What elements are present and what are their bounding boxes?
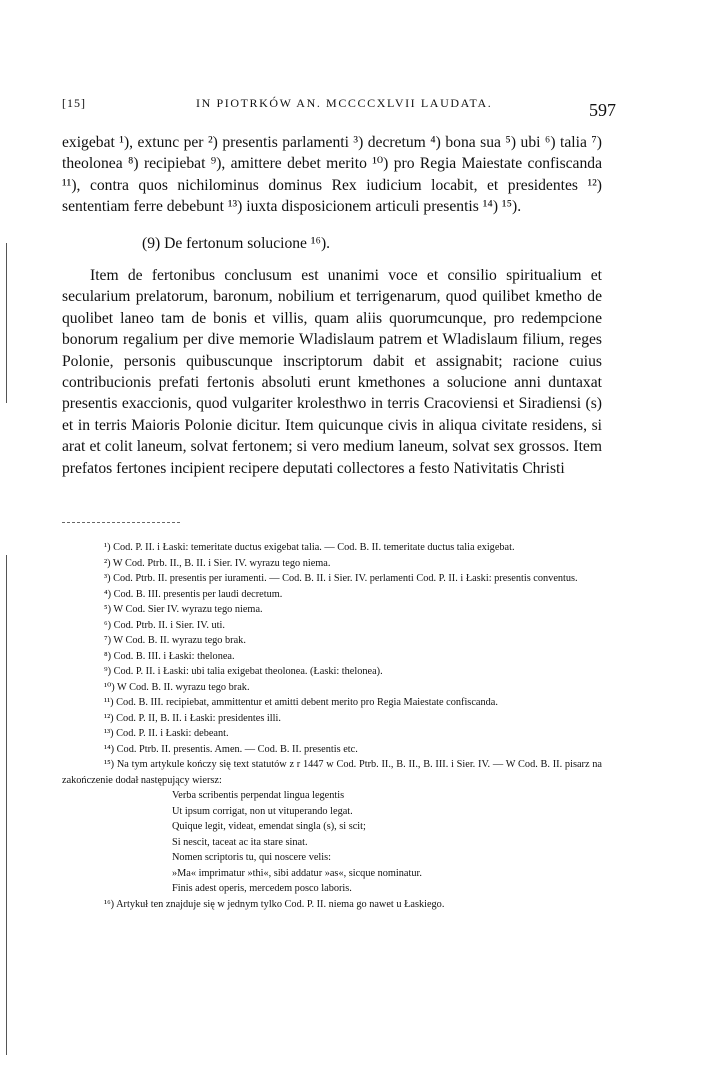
footnote: ¹³) Cod. P. II. i Łaski: debeant. xyxy=(104,728,229,739)
page-number: 597 xyxy=(589,100,616,120)
verse-line: Ut ipsum corrigat, non ut vituperando legat. xyxy=(172,805,353,817)
running-header xyxy=(62,92,618,122)
verse-line: Quique legit, videat, emendat singla (s), si scit; xyxy=(172,821,366,832)
footnote: ¹) Cod. P. II. i Łaski: temeritate ductus exigebat talia. — Cod. B. II. temeritate ductus talia exigebat. xyxy=(104,542,515,553)
verse-line: Verba scribentis perpendat lingua legentis xyxy=(172,790,345,801)
verse-line: Nomen scriptoris tu, qui noscere velis: xyxy=(172,852,331,863)
footnote: ⁸) Cod. B. III. i Łaski: thelonea. xyxy=(104,650,235,662)
verse-line: Si nescit, taceat ac ita stare sinat. xyxy=(172,836,308,848)
footnote: ¹⁶) Artykuł ten znajduje się w jednym tylko Cod. P. II. niema go nawet u Łaskiego. xyxy=(104,898,445,910)
verse-block xyxy=(62,788,602,897)
section-number: [15] xyxy=(62,96,86,110)
section-heading: (9) De fertonum solucione ¹⁶). xyxy=(142,234,331,252)
footnote: ³) Cod. Ptrb. II. presentis per iuramenti. — Cod. B. II. i Sier. IV. perlamenti Cod. P. II. i Łaski: presentis conventus. xyxy=(104,573,578,584)
body-text xyxy=(62,132,602,479)
footnotes xyxy=(62,540,602,912)
footnote: ¹⁵) Na tym artykule kończy się text statutów z r 1447 w Cod. Ptrb. II., B. II., B. III. i Sier. IV. — W Cod. B. II. pisarz na zakończenie dodał następujący wiersz: xyxy=(62,759,602,786)
footnote-separator xyxy=(62,522,180,523)
margin-rule-upper xyxy=(6,243,7,403)
footnote: ⁴) Cod. B. III. presentis per laudi decretum. xyxy=(104,588,283,600)
footnote: ¹⁰) W Cod. B. II. wyrazu tego brak. xyxy=(104,681,250,693)
footnote: ⁷) W Cod. B. II. wyrazu tego brak. xyxy=(104,635,246,646)
footnote: ¹²) Cod. P. II, B. II. i Łaski: presidentes illi. xyxy=(104,712,281,724)
intro-paragraph: exigebat ¹), extunc per ²) presentis parlamenti ³) decretum ⁴) bona sua ⁵) ubi ⁶) talia ⁷) theolonea ⁸) recipiebat ⁹), amittere debet merito ¹⁰) pro Regia Maiestate confiscanda ¹¹), contra quos nichilominus dominus Rex iudicium locabit, et presidentes ¹²) sententiam ferre debebunt ¹³) iuxta disposicionem articuli presentis ¹⁴) ¹⁵). xyxy=(62,134,602,216)
footnote: ²) W Cod. Ptrb. II., B. II. i Sier. IV. wyrazu tego niema. xyxy=(104,557,331,569)
main-paragraph: Item de fertonibus conclusum est unanimi voce et consilio spiritualium et secularium prelatorum, baronum, nobilium et terrigenarum, quod quilibet kmetho de quolibet laneo tam de bonis et villis, quam aliis quorumcunque, pro redempcione bonorum regalium per dive memorie Wladislaum patrem et Wladislaum filium, reges Polonie, personis quibuscunque inscriptorum dabit et assignabit; racione cuius contribucionis prefati fertonis absoluti erunt kmethones a solucione anni duntaxat presentis exaccionis, quod vulgariter krolesthwo in terris Cracoviensi et Siradiensi (s) et in terris Maioris Polonie dicitur. Item quicunque civis in aliqua civitate residens, si arat et colit laneum, solvat fertonem; si vero medium laneum, solvat sex grossos. Item prefatos fertones incipient recipere deputati collectores a festo Nativitatis Christi xyxy=(62,267,602,477)
footnote: ¹⁴) Cod. Ptrb. II. presentis. Amen. — Cod. B. II. presentis etc. xyxy=(104,743,358,755)
running-title: IN PIOTRKÓW AN. MCCCCXLVII LAUDATA. xyxy=(196,96,493,110)
footnote: ⁵) W Cod. Sier IV. wyrazu tego niema. xyxy=(104,604,263,615)
verse-line: Finis adest operis, mercedem posco laboris. xyxy=(172,883,352,894)
margin-rule-lower xyxy=(6,555,7,1055)
footnote: ⁹) Cod. P. II. i Łaski: ubi talia exigebat theolonea. (Łaski: thelonea). xyxy=(104,666,383,677)
footnote: ⁶) Cod. Ptrb. II. i Sier. IV. uti. xyxy=(104,619,225,631)
footnote: ¹¹) Cod. B. III. recipiebat, ammittentur et amitti debent merito pro Regia Maiestate confiscanda. xyxy=(104,697,498,708)
verse-line: »Ma« imprimatur »thi«, sibi addatur »as«, sicque nominatur. xyxy=(172,867,422,879)
